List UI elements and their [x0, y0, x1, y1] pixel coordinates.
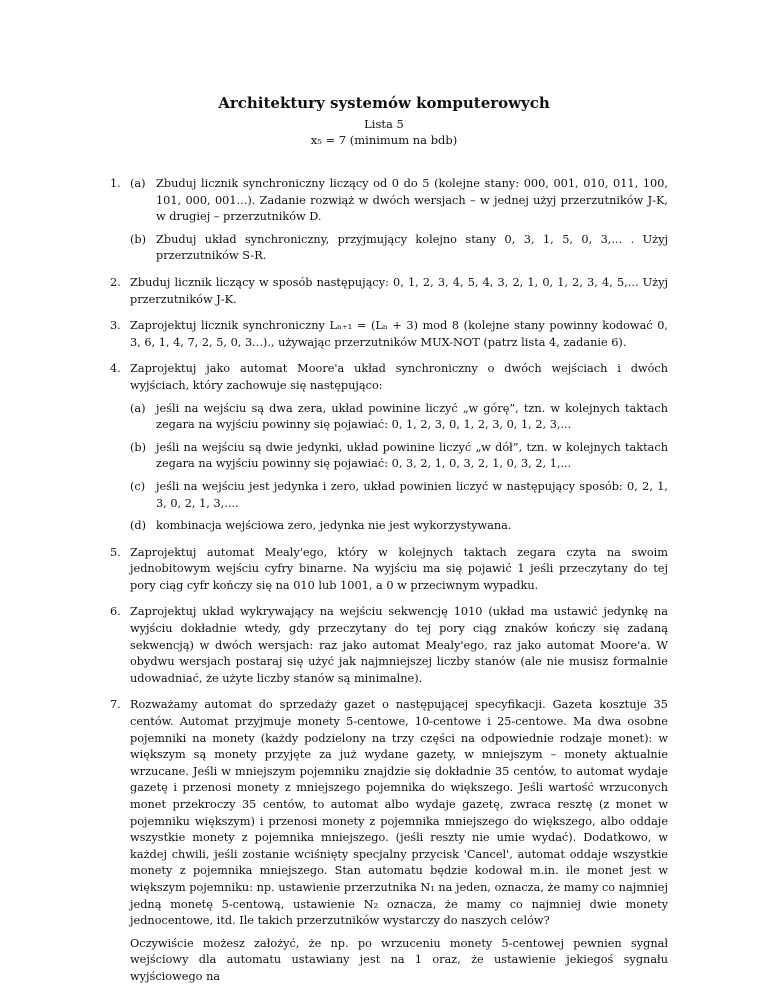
task-1a	[130, 176, 668, 226]
task-text: Rozważamy automat do sprzedaży gazet o następującej specyfikacji. Gazeta kosztuje 35 centów. Automat przyjmuje monety 5-centowe, 10-centowe i 25-centowe. Ma dwa osobne pojemniki na monety (każdy podzielony na trzy części na odpowiednie rodzaje monet): w większym są monety przyjęte za już wydane gazety, w mniejszym – monety aktualnie wrzucane. Jeśli w mniejszym pojemniku znajdzie się dokładnie 35 centów, to automat wydaje gazetę i przenosi monety z mniejszego pojemnika do większego. Jeśli wartość wrzuconych monet przekroczy 35 centów, to automat albo wydaje gazetę, zwraca resztę (z monet w pojemniku większym) i przenosi monety z pojemnika mniejszego do większego, albo oddaje wszystkie monety z pojemnika mniejszego. (jeśli reszty nie umie wydać). Dodatkowo, w każdej chwili, jeśli zostanie wciśnięty specjalny przycisk 'Cancel', automat oddaje wszystkie monety z pojemnika mniejszego. Stan automatu będzie kodował m.in. ile monet jest w większym pojemniku: np. ustawienie przerzutnika N₁ na jeden, oznacza, że mamy co najmniej jedną monetę 5-centową, ustawienie N₂ oznacza, że mamy co najmniej dwie monety jednocentowe, itd. Ile takich przerzutników wystarczy do naszych celów?	[130, 698, 668, 928]
task-4a	[130, 401, 668, 434]
task-text: Zaprojektuj układ wykrywający na wejściu sekwencję 1010 (układ ma ustawić jedynkę na wyjściu dokładnie wtedy, gdy przeczytany do tej pory ciąg znaków kończy się zadaną sekwencją) w dwóch wersjach: raz jako automat Mealy'ego, raz jako automat Moore'a. W obydwu wersjach postaraj się użyć jak najmniejszej liczby stanów (ale nie musisz formalnie udowadniać, że użyte liczby stanów są minimalne).	[130, 605, 668, 685]
task-number: 1.	[110, 177, 121, 190]
document-title: Architektury systemów komputerowych	[218, 94, 550, 112]
task-5	[110, 545, 668, 595]
task-text: Zaprojektuj licznik synchroniczny Lₙ₊₁ = (Lₙ + 3) mod 8 (kolejne stany powinny kodować 0, 3, 6, 1, 4, 7, 2, 5, 0, 3...)., używając przerzutników MUX-NOT (patrz lista 4, zadanie 6).	[130, 319, 668, 349]
task-text-continued: Oczywiście możesz założyć, że np. po wrzuceniu monety 5-centowej pewnien sygnał wejściowy dla automatu ustawiany jest na 1 oraz, że ustawienie jekiegoś sygnału wyjściowego na	[130, 936, 668, 983]
task-text: Zaprojektuj automat Mealy'ego, który w kolejnych taktach zegara czyta na swoim jednobitowym wejściu cyfry binarne. Na wyjściu ma się pojawić 1 jeśli przeczytany do tej pory ciąg cyfr kończy się na 010 lub 1001, a 0 w przeciwnym wypadku.	[130, 545, 668, 592]
task-number: 7.	[110, 698, 121, 712]
task-number: 3.	[110, 319, 121, 333]
subtask-label: (a)	[130, 401, 146, 415]
task-3	[110, 318, 668, 351]
subtask-label: (c)	[130, 479, 146, 493]
subtask-label: (a)	[130, 177, 146, 190]
subtask-text: jeśli na wejściu są dwa zera, układ powinine liczyć „w górę”, tzn. w kolejnych taktach zegara na wyjściu powinny się pojawiać: 0, 1, 2, 3, 0, 1, 2, 3, 0, 1, 2, 3,...	[156, 401, 668, 432]
task-number: 6.	[110, 605, 121, 619]
task-text: Zbuduj licznik liczący w sposób następujący: 0, 1, 2, 3, 4, 5, 4, 3, 2, 1, 0, 1, 2, 3, 4, 5,... Użyj przerzutników J-K.	[130, 275, 668, 306]
subtask-text: Zbuduj układ synchroniczny, przyjmujący kolejno stany 0, 3, 1, 5, 0, 3,... . Użyj przerzutników S-R.	[156, 232, 668, 263]
task-6	[110, 604, 668, 687]
task-list	[110, 176, 668, 996]
task-number: 4.	[110, 362, 121, 376]
subtask-text: kombinacja wejściowa zero, jedynka nie jest wykorzystywana.	[156, 519, 512, 533]
task-4d	[130, 518, 668, 535]
subtask-text: jeśli na wejściu są dwie jedynki, układ powinine liczyć „w dół”, tzn. w kolejnych taktach zegara na wyjściu powinny się pojawiać: 0, 3, 2, 1, 0, 3, 2, 1, 0, 3, 2, 1,...	[156, 440, 668, 471]
task-number: 2.	[110, 275, 121, 289]
subtask-label: (d)	[130, 519, 147, 533]
subtask-label: (b)	[130, 232, 147, 246]
task-2	[110, 275, 668, 308]
task-4b	[130, 440, 668, 473]
task-text: Zaprojektuj jako automat Moore'a układ synchroniczny o dwóch wejściach i dwóch wyjściach, który zachowuje się następująco:	[130, 362, 668, 392]
task-1	[110, 176, 668, 265]
minimum-note: x₅ = 7 (minimum na bdb)	[310, 133, 458, 147]
task-7	[110, 697, 668, 985]
list-number: Lista 5	[364, 117, 404, 131]
subtask-label: (b)	[130, 440, 147, 454]
subtask-text: jeśli na wejściu jest jedynka i zero, układ powinien liczyć w następujący sposób: 0, 2, 1, 3, 0, 2, 1, 3,....	[156, 479, 668, 510]
task-number: 5.	[110, 545, 121, 559]
task-4	[110, 361, 668, 534]
task-1b	[130, 232, 668, 265]
subtask-text: Zbuduj licznik synchroniczny liczący od 0 do 5 (kolejne stany: 000, 001, 010, 011, 100, 101, 000, 001...). Zadanie rozwiąż w dwóch wersjach – w jednej użyj przerzutników J-K, w drugiej – przerzutników D.	[156, 177, 668, 224]
task-4c	[130, 479, 668, 512]
